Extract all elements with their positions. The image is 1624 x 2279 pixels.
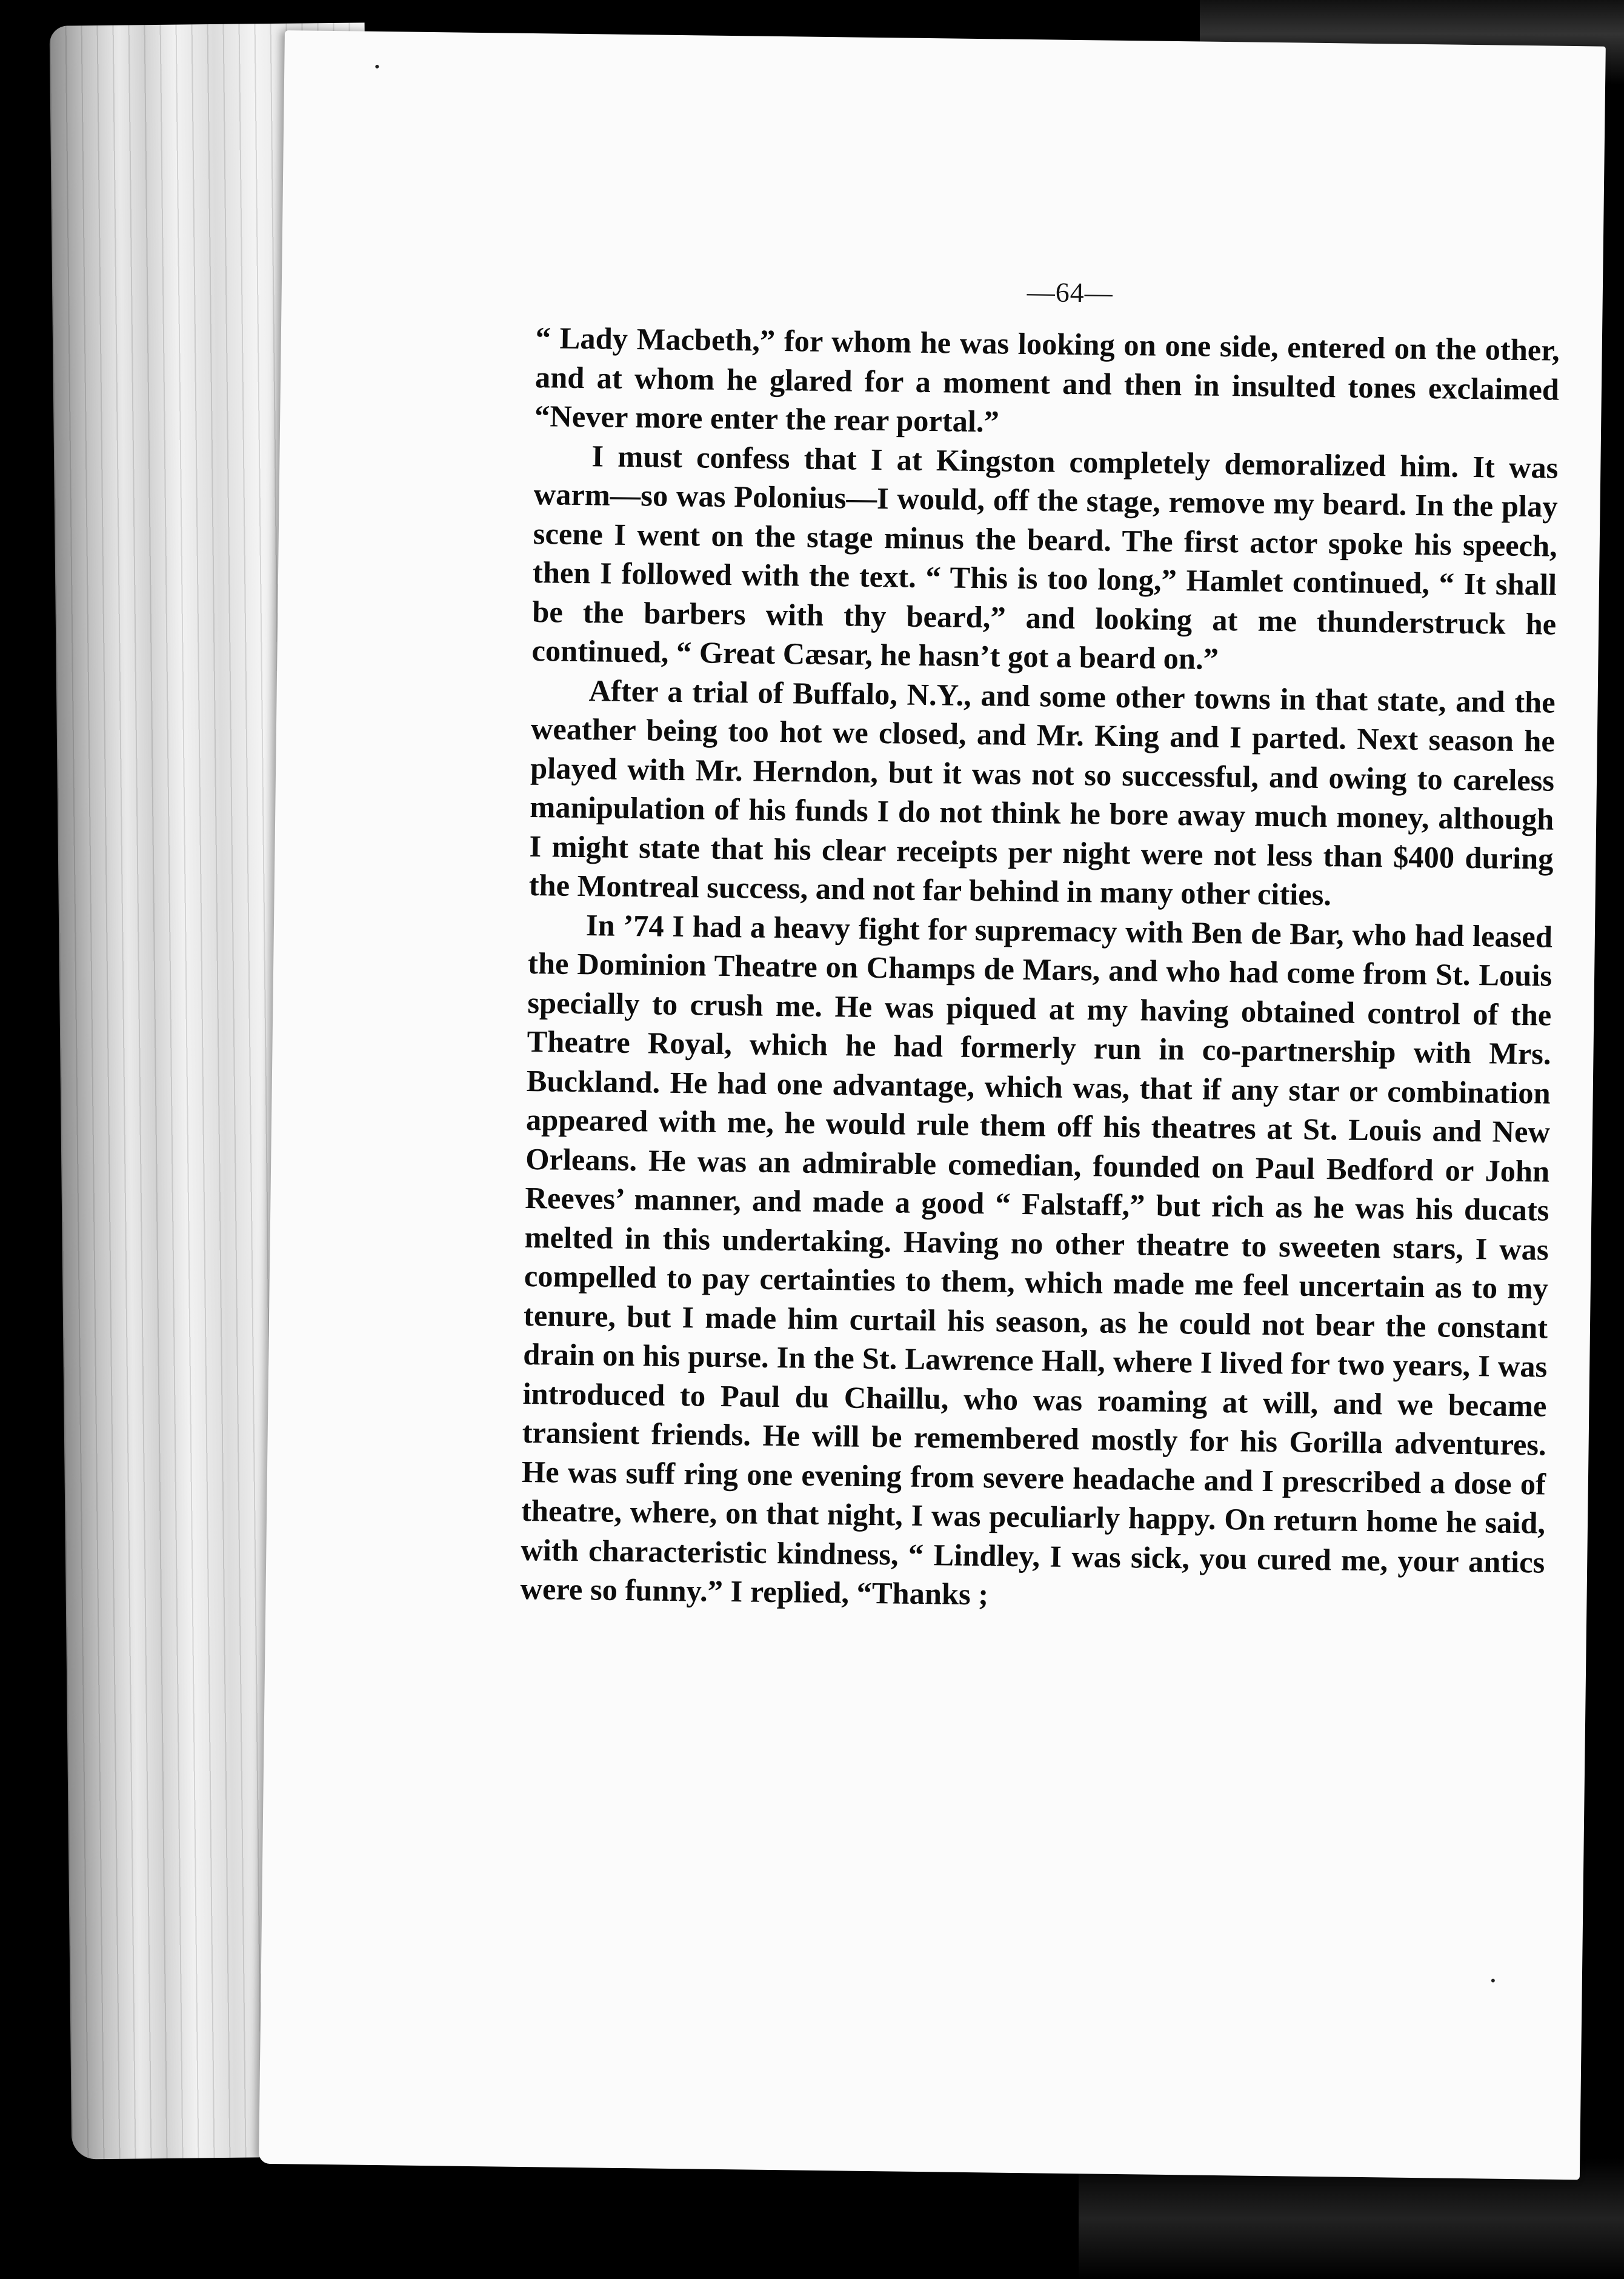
paragraph: I must confess that I at Kingston completely demoralized him. It was warm—so was Polonius—I would, off the stage, remove my beard. In the play scene I went on the stage minus the beard. The first actor spoke his speech, then I followed with the text. “ This is too long,” Hamlet continued, “ It shall be the barbers with thy beard,” and looking at me thunderstruck he continued, “ Great Cæsar, he hasn’t got a beard on.” [531, 438, 1559, 676]
paper-speck [1491, 1979, 1495, 1983]
body-text [520, 318, 1560, 1621]
book-page [259, 30, 1606, 2180]
paragraph: In ’74 I had a heavy fight for supremacy with Ben de Bar, who had leased the Dominion Theatre on Champs de Mars, and who had come from St. Louis specially to crush me. He was piqued at my having obtained control of the Theatre Royal, which he had formerly run in co-partnership with Mrs. Buckland. He had one advantage, which was, that if any star or combination appeared with me, he would rule them off his theatres at St. Louis and New Orleans. He was an admirable comedian, founded on Paul Bedford or John Reeves’ manner, and made a good “ Falstaff,” but rich as he was his ducats melted in this undertaking. Having no other theatre to sweeten stars, I was compelled to pay certainties to them, which made me feel uncertain as to my tenure, but I made him curtail his season, as he could not bear the constant drain on his purse. In the St. Lawrence Hall, where I lived for two years, I was introduced to Paul du Chaillu, who was roaming at will, and we became transient friends. He will be remembered mostly for his Gorilla adventures. He was suff ring one evening from severe headache and I prescribed a dose of theatre, where, on that night, I was peculiarly happy. On return home he said, with characteristic kindness, “ Lindley, I was sick, you cured me, your antics were so funny.” I replied, “Thanks ; [520, 907, 1553, 1612]
paragraph: After a trial of Buffalo, N.Y., and some other towns in that state, and the weather being too hot we closed, and Mr. King and I parted. Next season he played with Mr. Herndon, but it was not so successful, and owing to careless manipulation of his funds I do not think he bore away much money, although I might state that his clear receipts per night were not less than $400 during the Montreal success, and not far behind in many other cities. [528, 673, 1556, 912]
paper-speck [375, 65, 379, 68]
page-number: —64— [1027, 276, 1114, 309]
paragraph: “ Lady Macbeth,” for whom he was looking on one side, entered on the other, and at whom he glared for a moment and then in insulted tones exclaimed “Never more enter the rear portal.” [534, 321, 1560, 439]
